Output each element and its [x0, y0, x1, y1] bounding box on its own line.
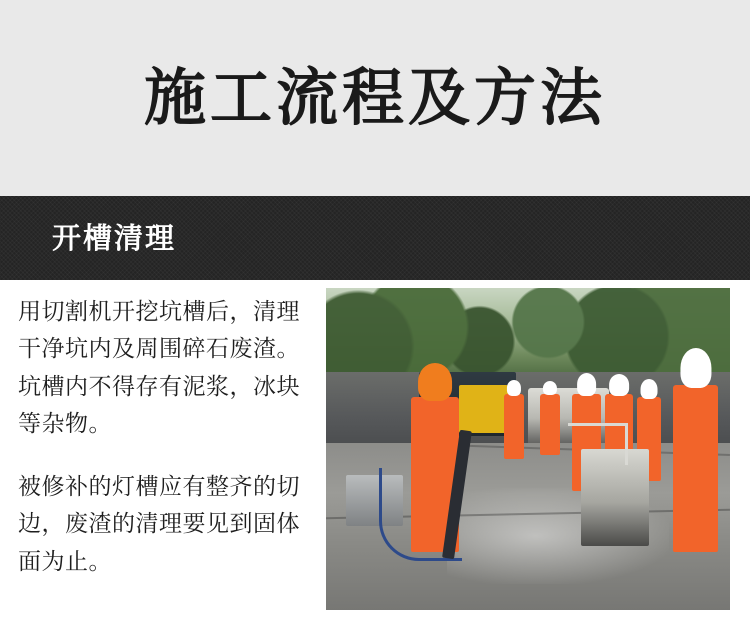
photo-trees: [326, 288, 730, 385]
description-paragraph: 被修补的灯槽应有整齐的切边，废渣的清理要见到固体面为止。: [18, 474, 300, 575]
helmet-icon: [577, 373, 597, 396]
helmet-icon: [507, 380, 521, 395]
photo-illustration: [326, 288, 730, 610]
page-title: 施工流程及方法: [143, 61, 606, 134]
section-header-title: 开槽清理: [52, 220, 177, 255]
helmet-icon: [641, 379, 658, 399]
photo-worker: [673, 385, 717, 552]
photo-truck-cab: [459, 385, 507, 433]
helmet-icon: [543, 381, 557, 396]
photo-worker: [504, 394, 524, 458]
helmet-icon: [418, 363, 452, 400]
top-banner: [0, 0, 750, 196]
helmet-icon: [680, 348, 711, 388]
photo-worker: [540, 394, 560, 455]
section-header: [0, 196, 750, 280]
helmet-icon: [609, 374, 629, 396]
description-text-column: [0, 280, 320, 581]
construction-photo: [326, 288, 730, 610]
photo-concrete-saw-handle: [568, 423, 628, 465]
section-content: [0, 280, 750, 626]
description-paragraph: 用切割机开挖坑槽后，清理干净坑内及周围碎石废渣。坑槽内不得存有泥浆，冰块等杂物。: [18, 299, 300, 437]
